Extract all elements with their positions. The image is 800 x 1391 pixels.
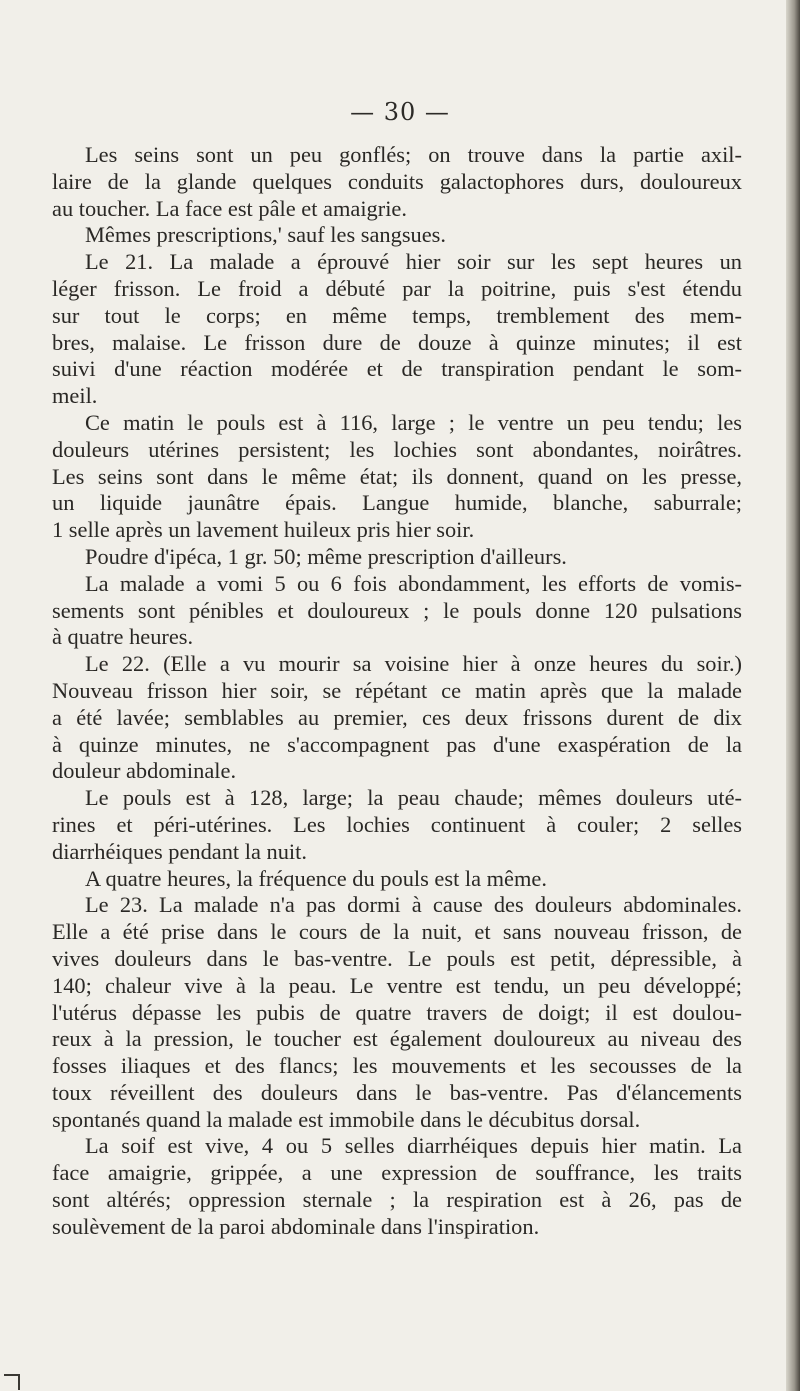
- text-line: un liquide jaunâtre épais. Langue humide, blanche, saburrale;: [52, 490, 742, 516]
- text-line: sements sont pénibles et douloureux ; le pouls donne 120 pulsations: [52, 597, 742, 623]
- text-line: La soif est vive, 4 ou 5 selles diarrhéiques depuis hier matin. La: [85, 1133, 742, 1159]
- text-line: léger frisson. Le froid a débuté par la poitrine, puis s'est étendu: [52, 275, 742, 301]
- text-line: Poudre d'ipéca, 1 gr. 50; même prescription d'ailleurs.: [85, 543, 567, 569]
- text-line: Elle a été prise dans le cours de la nuit, et sans nouveau frisson, de: [52, 919, 742, 945]
- text-line: sur tout le corps; en même temps, tremblement des mem-: [52, 302, 742, 328]
- text-line: Nouveau frisson hier soir, se répétant ce matin après que la malade: [52, 677, 742, 703]
- text-line: Les seins sont dans le même état; ils donnent, quand on les presse,: [52, 463, 742, 489]
- text-line: Le 23. La malade n'a pas dormi à cause des douleurs abdominales.: [85, 892, 742, 918]
- text-line: bres, malaise. Le frisson dure de douze à quinze minutes; il est: [52, 329, 742, 355]
- text-line: Le 21. La malade a éprouvé hier soir sur les sept heures un: [85, 249, 742, 275]
- text-line: suivi d'une réaction modérée et de transpiration pendant le som-: [52, 356, 742, 382]
- text-line: Le pouls est à 128, large; la peau chaude; mêmes douleurs uté-: [85, 785, 742, 811]
- text-line: à quatre heures.: [52, 624, 194, 650]
- text-line: au toucher. La face est pâle et amaigrie.: [52, 195, 407, 221]
- text-line: laire de la glande quelques conduits galactophores durs, douloureux: [52, 168, 742, 194]
- text-line: reux à la pression, le toucher est également douloureux au niveau des: [52, 1026, 742, 1052]
- text-line: a été lavée; semblables au premier, ces deux frissons durent de dix: [52, 704, 742, 730]
- text-line: toux réveillent des douleurs dans le bas-ventre. Pas d'élancements: [52, 1079, 742, 1105]
- text-line: spontanés quand la malade est immobile dans le décubitus dorsal.: [52, 1106, 641, 1132]
- text-line: sont altérés; oppression sternale ; la respiration est à 26, pas de: [52, 1187, 742, 1213]
- text-line: soulèvement de la paroi abdominale dans l'inspiration.: [52, 1213, 540, 1239]
- text-line: meil.: [52, 383, 98, 409]
- corner-mark: [4, 1374, 20, 1390]
- text-line: diarrhéiques pendant la nuit.: [52, 838, 307, 864]
- text-line: A quatre heures, la fréquence du pouls est la même.: [85, 865, 547, 891]
- body-text: [52, 142, 742, 1241]
- text-line: rines et péri-utérines. Les lochies continuent à couler; 2 selles: [52, 811, 742, 837]
- text-line: 140; chaleur vive à la peau. Le ventre est tendu, un peu développé;: [52, 972, 742, 998]
- text-line: Ce matin le pouls est à 116, large ; le ventre un peu tendu; les: [85, 409, 742, 435]
- text-line: 1 selle après un lavement huileux pris hier soir.: [52, 517, 475, 543]
- text-line: à quinze minutes, ne s'accompagnent pas d'une exaspération de la: [52, 731, 742, 757]
- page-number: — 30 —: [350, 98, 450, 126]
- text-line: Les seins sont un peu gonflés; on trouve dans la partie axil-: [85, 142, 742, 167]
- text-line: l'utérus dépasse les pubis de quatre travers de doigt; il est doulou-: [52, 999, 742, 1025]
- page-edge-shadow: [786, 0, 800, 1391]
- text-line: douleur abdominale.: [52, 758, 237, 784]
- text-line: Mêmes prescriptions,' sauf les sangsues.: [85, 222, 446, 248]
- text-line: douleurs utérines persistent; les lochies sont abondantes, noirâtres.: [52, 436, 742, 462]
- text-line: La malade a vomi 5 ou 6 fois abondamment, les efforts de vomis-: [85, 570, 742, 596]
- text-line: Le 22. (Elle a vu mourir sa voisine hier à onze heures du soir.): [85, 651, 742, 677]
- text-line: fosses iliaques et des flancs; les mouvements et les secousses de la: [52, 1053, 742, 1079]
- text-line: face amaigrie, grippée, a une expression de souffrance, les traits: [52, 1160, 742, 1186]
- text-line: vives douleurs dans le bas-ventre. Le pouls est petit, dépressible, à: [52, 945, 742, 971]
